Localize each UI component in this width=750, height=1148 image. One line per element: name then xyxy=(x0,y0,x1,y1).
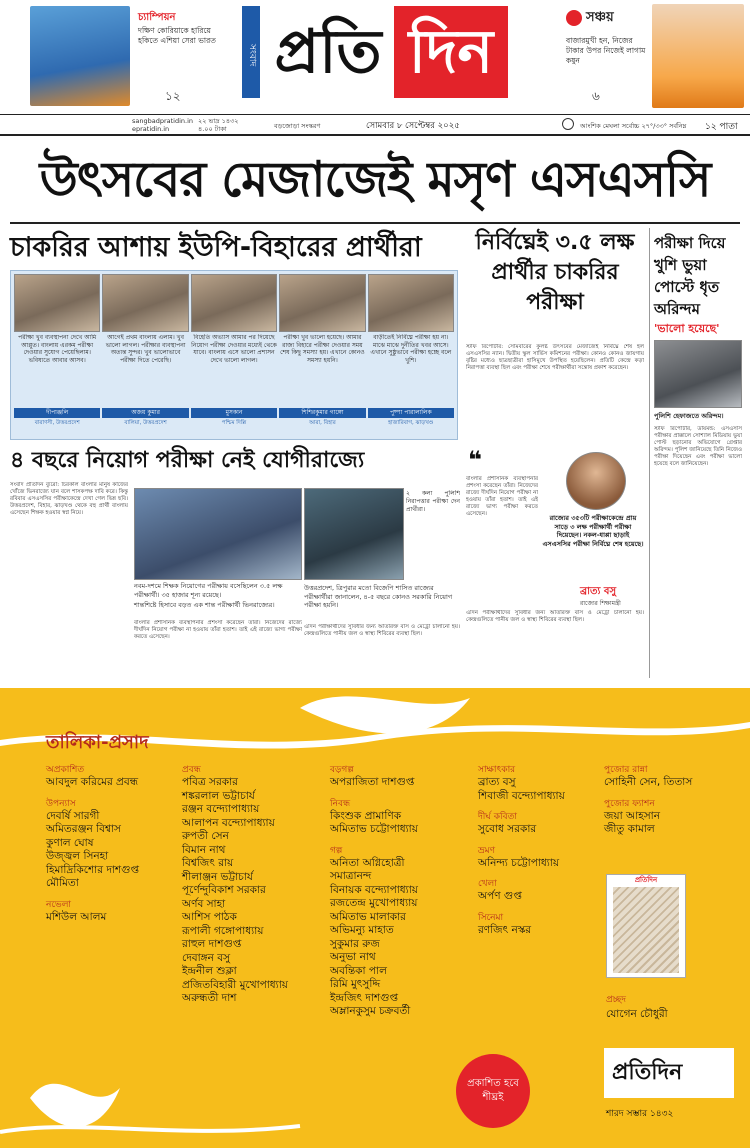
ad-author-name: অনুভা নাথ xyxy=(330,951,376,963)
candidate-name: শিশিরকুমার গাঙ্গো xyxy=(279,408,365,418)
ad-author-name: সমাত্রানন্দ xyxy=(330,870,372,882)
exam-photo-2 xyxy=(304,488,404,580)
right-col-title: পরীক্ষা দিয়ে খুশি ভুয়া পোস্টে ধৃত অরিন্দম xyxy=(654,234,726,318)
ad-author-name: রজতেন্দ্র মুখোপাধ্যায় xyxy=(330,897,418,909)
candidate-card xyxy=(102,274,188,436)
ad-author-name: দেবাঙ্গন বসু xyxy=(182,951,231,964)
ad-category: দীর্ঘ কবিতা xyxy=(478,812,517,822)
ad-author-name: অম্লানকুসুম চক্রবর্তী xyxy=(330,1005,411,1017)
candidate-quote: বিহেতি অভ্যাস আমার পর দিয়েছে নিয়োগ পরীক্ষা দেওয়ার মধ্যেই থেকে যাবে। বাংলায় এসে ভালো প্রশাসন দেখে ভালো লাগল। xyxy=(191,334,277,364)
savings-blurb: বাজারমুখী হন, নিজের টাকার উপর নিজেই লাগাম কষুন xyxy=(566,36,646,65)
candidates-strip xyxy=(10,270,458,440)
right-col-divider xyxy=(649,228,650,678)
quote-side-text: বাংলার প্রশাসনিক ব্যবস্থাপনার প্রশংসা করেছেন তাঁরা। নিজেদের রাজ্যে দীর্ঘদিন নিয়োগ পরীক্ষা না হওয়ায় তাঁরা হতাশ। তাই এই রাজ্যে ভাগ্য পরীক্ষা করতে এসেছেন। xyxy=(466,476,538,517)
ad-author-name: অমিতরঞ্জন বিশ্বাস xyxy=(46,823,121,835)
quote-text: রাজ্যের ৩৫৩টি পরীক্ষাকেন্দ্রে প্রায় সাড়ে ৩ লক্ষ পরীক্ষার্থী পরীক্ষা দিয়েছেন। নকল-ধাপ্পা ছাড়াই এসএসসির পরীক্ষা নির্বিঘ্নে শেষ হয়েছে। xyxy=(542,514,644,548)
body-text-right: এদিন পরীক্ষার্থীদের সুবিধার জন্য অতিরিক্ত বাস ও মেট্রো চালানো হয়। কেন্দ্রগুলিতে পানীয় জল ও স্বাস্থ্য শিবিরের ব্যবস্থা ছিল। xyxy=(304,624,460,637)
meta-date: সোমবার ৮ সেপ্টেম্বর ২০২৫ xyxy=(366,121,460,131)
ad-category: অপ্রকাশিত xyxy=(46,765,85,775)
festival-ad xyxy=(0,688,750,1148)
cover-thumbnail xyxy=(606,874,686,978)
candidate-name: পুষ্পা পারালালিক xyxy=(368,408,454,418)
ad-author-name: রাহুল দাশগুপ্ত xyxy=(182,938,242,950)
candidate-quote: আগেই প্রথম বাংলায় এলাম। খুব ভালো লাগল। পরীক্ষার ব্যবস্থাপনা অত্যন্ত সুন্দর। খুব ভালোভাবে পরীক্ষা দিতে পেরেছি। xyxy=(105,334,186,364)
sub-headline-1: চাকরির আশায় ইউপি-বিহারের প্রার্থীরা xyxy=(10,232,422,263)
ad-category: সাক্ষাৎকার xyxy=(478,765,516,775)
mid-box-title: নির্বিঘ্নেই ৩.৫ লক্ষ প্রার্থীর চাকরির পরীক্ষা xyxy=(475,230,635,315)
minister-photo xyxy=(566,452,626,510)
ad-author-name: কুণাল ঘোষ xyxy=(46,836,94,849)
ad-author-name: জীতু কামাল xyxy=(604,823,655,835)
ad-author-name: অভিমন্যু মাহাত xyxy=(330,924,394,936)
ad-list-col-5 xyxy=(604,764,744,837)
ad-category: খেলা xyxy=(478,879,497,889)
ad-author-name: রণজিৎ নস্কর xyxy=(478,923,532,936)
exam-photo-2-caption: ২ কলা পুলিশি নিরাপত্তার পরীক্ষা দেন প্রার্থীরা। xyxy=(406,490,460,513)
savings-icon xyxy=(566,10,582,26)
main-headline: উৎসবের মেজাজেই মসৃণ এসএসসি xyxy=(39,151,711,208)
candidate-place: পশ্চিম দিল্লি xyxy=(221,420,247,426)
ad-tagline: শারদ সম্ভার ১৪৩২ xyxy=(606,1109,674,1119)
right-col-body: স্টাফ রিপোর্টার, ডায়মন্ড: এসএসসি পরীক্ষার প্রাক্কালে সোশ্যাল মিডিয়ায় ভুয়া পোস্ট ছড়ানোর অভিযোগে গ্রেপ্তার অরিন্দম। পুলিশ জানিয়েছে তিনি নিজেও পরীক্ষা দিয়েছেন এবং পরীক্ষা ভালো হয়েছে বলে জানিয়েছেন। xyxy=(654,426,742,467)
candidate-card xyxy=(279,274,365,436)
ad-author-name: উজ্জ্বল সিনহা xyxy=(46,850,109,862)
exam-photo-1-caption xyxy=(134,582,302,610)
candidate-photo xyxy=(279,274,365,332)
ad-author-name: রূপালী গঙ্গোপাধ্যায় xyxy=(182,924,264,937)
sports-promo-tag: চ্যাম্পিয়ন xyxy=(138,12,176,23)
ad-category: প্রবন্ধ xyxy=(182,765,201,775)
ad-author-name: অরুন্ধতী দাশ xyxy=(182,992,237,1004)
ad-author-name: বিশ্বজিৎ রায় xyxy=(182,857,234,869)
candidate-name: দীপাঞ্জলি xyxy=(14,408,100,418)
candidate-place: বালিয়া, উত্তরপ্রদেশ xyxy=(124,420,167,426)
ad-category: পুজোর রান্না xyxy=(604,765,648,775)
candidate-photo xyxy=(191,274,277,332)
candidate-card xyxy=(191,274,277,436)
mid-body-bottom: এদিন পরীক্ষার্থীদের সুবিধার জন্য অতিরিক্ত বাস ও মেট্রো চালানো হয়। কেন্দ্রগুলিতে পানীয় জল ও স্বাস্থ্য শিবিরের ব্যবস্থা ছিল। xyxy=(466,610,644,623)
candidate-card xyxy=(368,274,454,436)
ad-author-name: ইন্দ্রনীল শুক্লা xyxy=(182,965,237,977)
ad-author-name: ইন্দ্রজিৎ দাশগুপ্ত xyxy=(330,991,399,1004)
ad-author-name: সোহিনী সেন, তিতাস xyxy=(604,776,693,788)
logo-part-a: প্রতি xyxy=(274,17,382,87)
ad-category: সিনেমা xyxy=(478,912,504,923)
ad-author-name: রুপতী সেন xyxy=(182,830,229,842)
ad-author-name: অনিতা অগ্নিহোত্রী xyxy=(330,856,405,869)
weather-icon xyxy=(562,118,574,130)
sports-promo-blurb: দক্ষিণ কোরিয়াকে হারিয়ে হকিতে এশিয়া সেরা ভারত xyxy=(138,26,216,45)
ad-author-name: অর্পণ গুপ্ত xyxy=(478,890,522,902)
ad-author-name: বিনায়ক বন্দ্যোপাধ্যায় xyxy=(330,883,418,896)
savings-page: ৬ xyxy=(592,89,600,103)
meta-line xyxy=(0,114,750,136)
coming-soon-text: প্রকাশিত হবে শীঘ্রই xyxy=(467,1078,519,1103)
ad-author-name: অবন্তিকা পাল xyxy=(330,964,387,977)
meta-urls: sangbadpratidin.in epratidin.in xyxy=(132,117,194,133)
mid-box-body: স্টাফ রিপোর্টার: সোমবারের কুলষ্ট উৎসবের মেজাজেই নির্বিঘ্নে শেষ হল এসএসসির ন্যান। দ্বিতীয় স্কুল সার্ভিস কমিশনের পরীক্ষা। কোনও কোনও জায়গায় বৃষ্টির মধ্যেও ছাত্রছাত্রীরা হাসিমুখে উপস্থিত হয়েছিলেন। প্রতিটি কেন্দ্রে কড়া নিরাপত্তা ব্যবস্থা ছিল এবং পরীক্ষা শেষে পরীক্ষার্থীরা সন্তোষ প্রকাশ করেছেন। xyxy=(466,344,644,371)
ad-heading xyxy=(46,728,149,759)
ad-category: নিবন্ধ xyxy=(330,798,351,809)
caption-line: নবম-দশমে শিক্ষক নিয়োগের পরীক্ষায় বসেছিলেন ৩.৫ লক্ষ পরীক্ষার্থী। ৩৫ হাজার শূন্য রয়েছে। xyxy=(134,582,283,599)
meta-edition: বড়জোড়া সংস্করণ xyxy=(274,122,321,130)
ad-author-name: অমিতাভ মালাকার xyxy=(330,910,406,923)
sports-promo-page: ১২ xyxy=(165,89,181,103)
masthead xyxy=(0,0,750,112)
ad-category: গল্প xyxy=(330,845,343,856)
savings-model-photo xyxy=(652,4,744,108)
ad-author-name: শঙ্করলাল ভট্টাচার্য xyxy=(182,789,255,802)
candidate-photo xyxy=(14,274,100,332)
ad-author-name: সুকুমার রুজ xyxy=(330,937,380,950)
meta-pages: ১২ পাতা xyxy=(705,122,738,132)
candidate-name: মুসকান xyxy=(191,408,277,418)
candidate-place: বারাণসী, উত্তরপ্রদেশ xyxy=(34,420,80,426)
ad-author-name: আবদুল করিমের প্রবন্ধ xyxy=(46,776,139,788)
quote-author: ব্রাত্য বসু xyxy=(580,586,617,597)
ad-category: পুজোর ফ্যাশন xyxy=(604,798,655,809)
ad-author-name: দেবর্ষি সারগী xyxy=(46,809,100,822)
ad-category: ভ্রমণ xyxy=(478,845,496,856)
ad-category: উপন্যাস xyxy=(46,798,76,809)
ad-author-name: মশিউল আলম xyxy=(46,910,107,923)
ad-author-name: ব্রাত্য বসু xyxy=(478,776,516,788)
ad-author-name: আলাপন বন্দ্যোপাধ্যায় xyxy=(182,816,275,829)
ad-list-col-2 xyxy=(182,764,332,1006)
logo xyxy=(262,6,508,98)
ad-author-name: জয়া আহসান xyxy=(604,809,660,822)
ad-name-prochhod: যোগেন চৌধুরী xyxy=(606,1008,668,1020)
ad-author-name: সুবোধ সরকার xyxy=(478,823,537,835)
candidate-card xyxy=(14,274,100,436)
sub-headline-2: ৪ বছরে নিয়োগ পরীক্ষা নেই যোগীরাজ্যে xyxy=(10,448,365,473)
candidate-place: আরা, বিহার xyxy=(309,420,336,426)
ad-author-name: অর্ণব সাহা xyxy=(182,897,226,910)
sports-promo-photo xyxy=(30,6,130,106)
ad-author-name: কিংশুক প্রামাণিক xyxy=(330,809,402,822)
candidate-quote: বাড়ীতেই নির্বিঘ্নে পরীক্ষা হয় না। মাঝে মাঝে দুর্নীতির খবর আসে। এখানে সুষ্ঠুভাবে পরীক্ষা হচ্ছে বলে খুশি। xyxy=(370,334,452,364)
candidate-name: অজয় কুমার xyxy=(102,408,188,418)
logo-part-b: দিন xyxy=(394,6,508,98)
candidate-place: হাজারিবাগ, ঝাড়খণ্ড xyxy=(388,420,434,426)
savings-brand: সঞ্চয় xyxy=(586,10,614,25)
exam-photo-1 xyxy=(134,488,302,580)
cover-label: প্রতিদিন xyxy=(634,876,658,884)
quote-mark-icon: ❝ xyxy=(468,446,483,474)
ad-author-name: শীলাঞ্জন ভট্টাচার্য xyxy=(182,870,253,883)
right-col-tag: 'ভালো হয়েছে' xyxy=(654,322,720,335)
ad-author-name: প্রজিতবিহারী মুখোপাধ্যায় xyxy=(182,978,288,991)
arrest-caption: পুলিশি হেফাজতে অরিন্দম। xyxy=(654,412,724,420)
ad-author-name: বিমান নাথ xyxy=(182,843,226,856)
candidate-photo xyxy=(368,274,454,332)
rule xyxy=(10,222,740,224)
ad-list-col-1 xyxy=(46,764,196,924)
ad-author-name: পবিত্র সরকার xyxy=(182,776,238,788)
candidate-quote: পরীক্ষা খুব ব্যবস্থাপনা দেখে আমি আপ্লুত। বাংলায় এরকম পরীক্ষা দেওয়ার সুযোগ পেয়েছিলাম। ভবিষ্যতে আবার আসব। xyxy=(18,334,97,364)
quote-box xyxy=(466,446,644,574)
ad-list-col-4 xyxy=(478,764,608,937)
ad-list-col-3 xyxy=(330,764,480,1019)
candidate-photo xyxy=(102,274,188,332)
ad-category: নভেলা xyxy=(46,899,72,910)
ad-author-name: পূর্ণেন্দুবিকাশ সরকার xyxy=(182,884,266,896)
ad-author-name: অমিতাভ চট্টোপাধ্যায় xyxy=(330,823,418,835)
ad-category: বড়গল্প xyxy=(330,765,354,775)
arrest-photo xyxy=(654,340,742,408)
caption-line: শান্তশিষ্টে হিসাবে বড়ত এক শান্ত পরীক্ষার্থী ভিনরাজ্যের। xyxy=(134,601,275,609)
body-text-mid: বাংলার প্রশাসনিক ব্যবস্থাপনার প্রশংসা করেছেন তাঁরা। নিজেদের রাজ্যে দীর্ঘদিন নিয়োগ পরীক্ষা না হওয়ায় তাঁরা হতাশ। তাই এই রাজ্যে ভাগ্য পরীক্ষা করতে এসেছেন। xyxy=(134,620,302,640)
meta-bengali-date: ২২ ভাদ্র ১৪৩২ ৪.০০ টাকা xyxy=(198,117,239,133)
ad-logo xyxy=(604,1048,734,1098)
ad-author-name: শিবাজী বন্দ্যোপাধ্যায় xyxy=(478,789,565,802)
bullet-box xyxy=(304,584,460,610)
ad-cat-prochhod: প্রচ্ছদ xyxy=(606,995,626,1005)
candidate-quote: পরীক্ষা খুব ভালো হয়েছে। আমার রাজ্য বিহারে পরীক্ষা দেওয়ার সময় শেষ কিছু সমস্যা হয়। এখানে কোনও সমস্যা হয়নি। xyxy=(280,334,365,364)
vertical-label: সংবাদ xyxy=(242,6,260,98)
ad-author-name: মৌমিতা xyxy=(46,877,79,889)
ad-heading-a: তালিকা- xyxy=(46,732,109,753)
meta-weather: আংশিক মেঘলা সর্বোচ্চ ২৭°/৩৩° সর্বনিম্ন xyxy=(580,122,687,130)
ad-author-name: অনিন্দ্য চট্টোপাধ্যায় xyxy=(478,856,560,869)
bullet-item: উত্তরপ্রদেশ, ত্রিপুরার মতো বিজেপি শাসিত রাজ্যের পরীক্ষার্থীরা জানালেন, ৪-৫ বছরে কোনও সরকারি নিয়োগ পরীক্ষা হয়নি। xyxy=(304,584,453,609)
ad-author-name: হিমাদ্রিকিশোর দাশগুপ্ত xyxy=(46,863,140,876)
coming-soon-badge xyxy=(456,1054,530,1128)
ad-logo-text: প্রতিদিন xyxy=(612,1059,683,1085)
body-text-left: সংবাদ প্রতিদিন ব্যুরো: চিরকাল বাংলার মানুষ কাজের খোঁজে ভিনরাজ্যে যান বলে শাসকপক্ষ দাবি করে। কিন্তু রবিবার এসএসসির পরীক্ষাকেন্দ্রে দেখা গেল ভিন্ন ছবি। উত্তরপ্রদেশ, বিহার, ঝাড়খণ্ড থেকে বহু প্রার্থী বাংলায় এসেছেন শিক্ষক হওয়ার স্বপ্ন নিয়ে। xyxy=(10,482,128,516)
ad-author-name: অপরাজিতা দাশগুপ্ত xyxy=(330,776,415,788)
ad-author-name: আশিস পাঠক xyxy=(182,911,237,923)
ad-heading-b: প্রসাদ xyxy=(108,732,149,753)
ad-author-name: রঞ্জন বন্দ্যোপাধ্যায় xyxy=(182,803,260,815)
cover-art xyxy=(613,887,679,973)
quote-role: রাজ্যের শিক্ষামন্ত্রী xyxy=(580,600,621,607)
ad-author-name: রিমি মুৎসুদ্দি xyxy=(330,978,381,990)
